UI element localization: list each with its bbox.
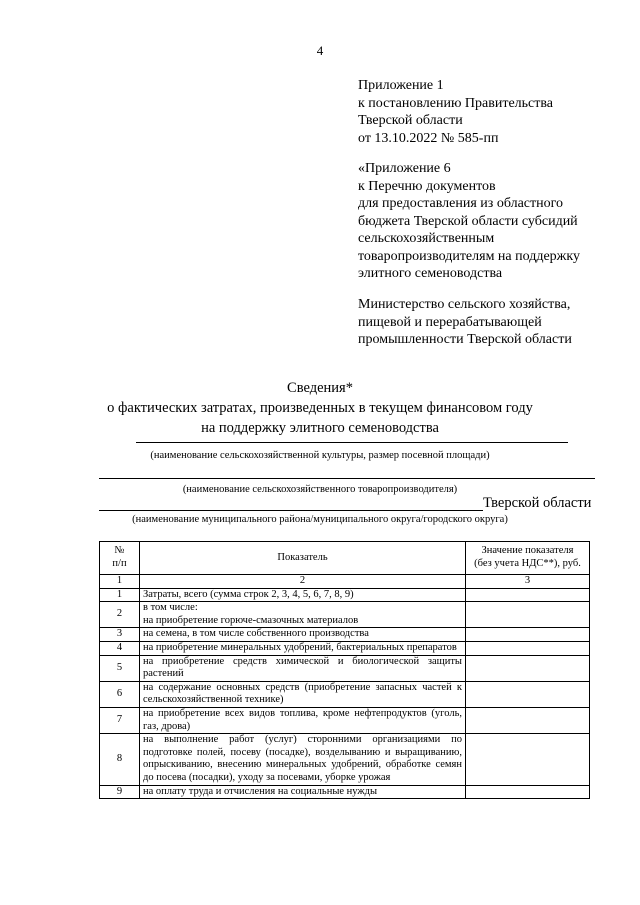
row-indicator: Затраты, всего (сумма строк 2, 3, 4, 5, 6, 7, 8, 9) [140,588,466,602]
row-number: 4 [100,641,140,655]
appendix-1-line: Приложение 1 [358,78,444,93]
row-value-cell[interactable] [466,785,590,799]
appendix-1-line: к постановлению Правительства [358,95,554,111]
table-row [100,602,590,628]
row-number: 8 [100,734,140,785]
row-number: 5 [100,655,140,681]
appendix-6-line: «Приложение 6 [358,161,451,176]
row-number: 2 [100,602,140,628]
table-row [100,785,590,799]
document-subtitle-2: на поддержку элитного семеноводства [201,420,439,436]
header-num: № п/п [100,542,140,575]
document-subtitle: о фактических затратах, произведенных в текущем финансовом году [107,400,533,416]
row-value-cell[interactable] [466,681,590,707]
row-value-cell[interactable] [466,628,590,642]
table-row [100,628,590,642]
col-number: 3 [466,575,590,589]
expenses-table [99,541,590,799]
appendix-6-line: бюджета Тверской области субсидий [358,213,578,229]
row-indicator: на выполнение работ (услуг) сторонними организациями по подготовке полей, посеву (посадке), возделыванию и выращиванию, опрыскиванию, внесению минеральных удобрений, обработке семян до посева (посадки), уходу за посевами, уборке урожая [140,734,466,785]
row-indicator: на приобретение средств химической и биологической защиты растений [140,655,466,681]
page-number: 4 [316,43,324,58]
crop-field-caption: (наименование сельскохозяйственной культуры, размер посевной площади) [150,450,490,461]
row-number: 3 [100,628,140,642]
appendix-1-heading [358,77,553,147]
row-value-cell[interactable] [466,734,590,785]
document-title: Сведения* [287,380,353,396]
row-value-cell[interactable] [466,641,590,655]
ministry-line: Министерство сельского хозяйства, [358,297,571,312]
table-row [100,734,590,785]
row-indicator: на семена, в том числе собственного производства [140,628,466,642]
row-number: 1 [100,588,140,602]
table-row [100,707,590,733]
col-number: 1 [100,575,140,589]
ministry-line: пищевой и перерабатывающей [358,314,542,330]
table-row [100,655,590,681]
table-header-row [100,542,590,575]
row-number: 6 [100,681,140,707]
row-value-cell[interactable] [466,588,590,602]
appendix-6-line: для предоставления из областного [358,196,564,211]
crop-field-line [136,442,568,443]
table-row [100,641,590,655]
appendix-1-line: Тверской области [358,113,463,128]
row-indicator: на приобретение минеральных удобрений, бактериальных препаратов [140,641,466,655]
appendix-6-line: к Перечню документов [358,178,496,194]
appendix-6-line: сельскохозяйственным [358,231,495,246]
row-indicator: в том числе: на приобретение горюче-смазочных материалов [140,602,466,628]
row-indicator: на содержание основных средств (приобретение запасных частей к сельскохозяйственной технике) [140,681,466,707]
district-field-caption: (наименование муниципального района/муниципального округа/городского округа) [132,514,508,525]
appendix-6-line: элитного семеноводства [358,266,503,281]
producer-field-line [99,478,595,479]
row-indicator: на оплату труда и отчисления на социальные нужды [140,785,466,799]
table-row [100,681,590,707]
row-indicator: на приобретение всех видов топлива, кроме нефтепродуктов (уголь, газ, дрова) [140,707,466,733]
appendix-6-line: товаропроизводителям на поддержку [358,248,580,264]
row-value-cell[interactable] [466,707,590,733]
row-value-cell[interactable] [466,655,590,681]
district-field-line [99,510,483,511]
ministry-line: промышленности Тверской области [358,332,572,347]
appendix-1-line: от 13.10.2022 № 585-пп [358,130,499,146]
appendix-6-heading [358,160,580,283]
header-indicator: Показатель [140,542,466,575]
header-value: Значение показателя (без учета НДС**), руб. [466,542,590,575]
ministry-addressee [358,296,572,349]
producer-field-caption: (наименование сельскохозяйственного товаропроизводителя) [182,484,458,495]
row-number: 7 [100,707,140,733]
col-number: 2 [140,575,466,589]
table-row [100,588,590,602]
column-number-row [100,575,590,589]
row-value-cell[interactable] [466,602,590,628]
region-value: Тверской области [483,495,592,511]
row-number: 9 [100,785,140,799]
